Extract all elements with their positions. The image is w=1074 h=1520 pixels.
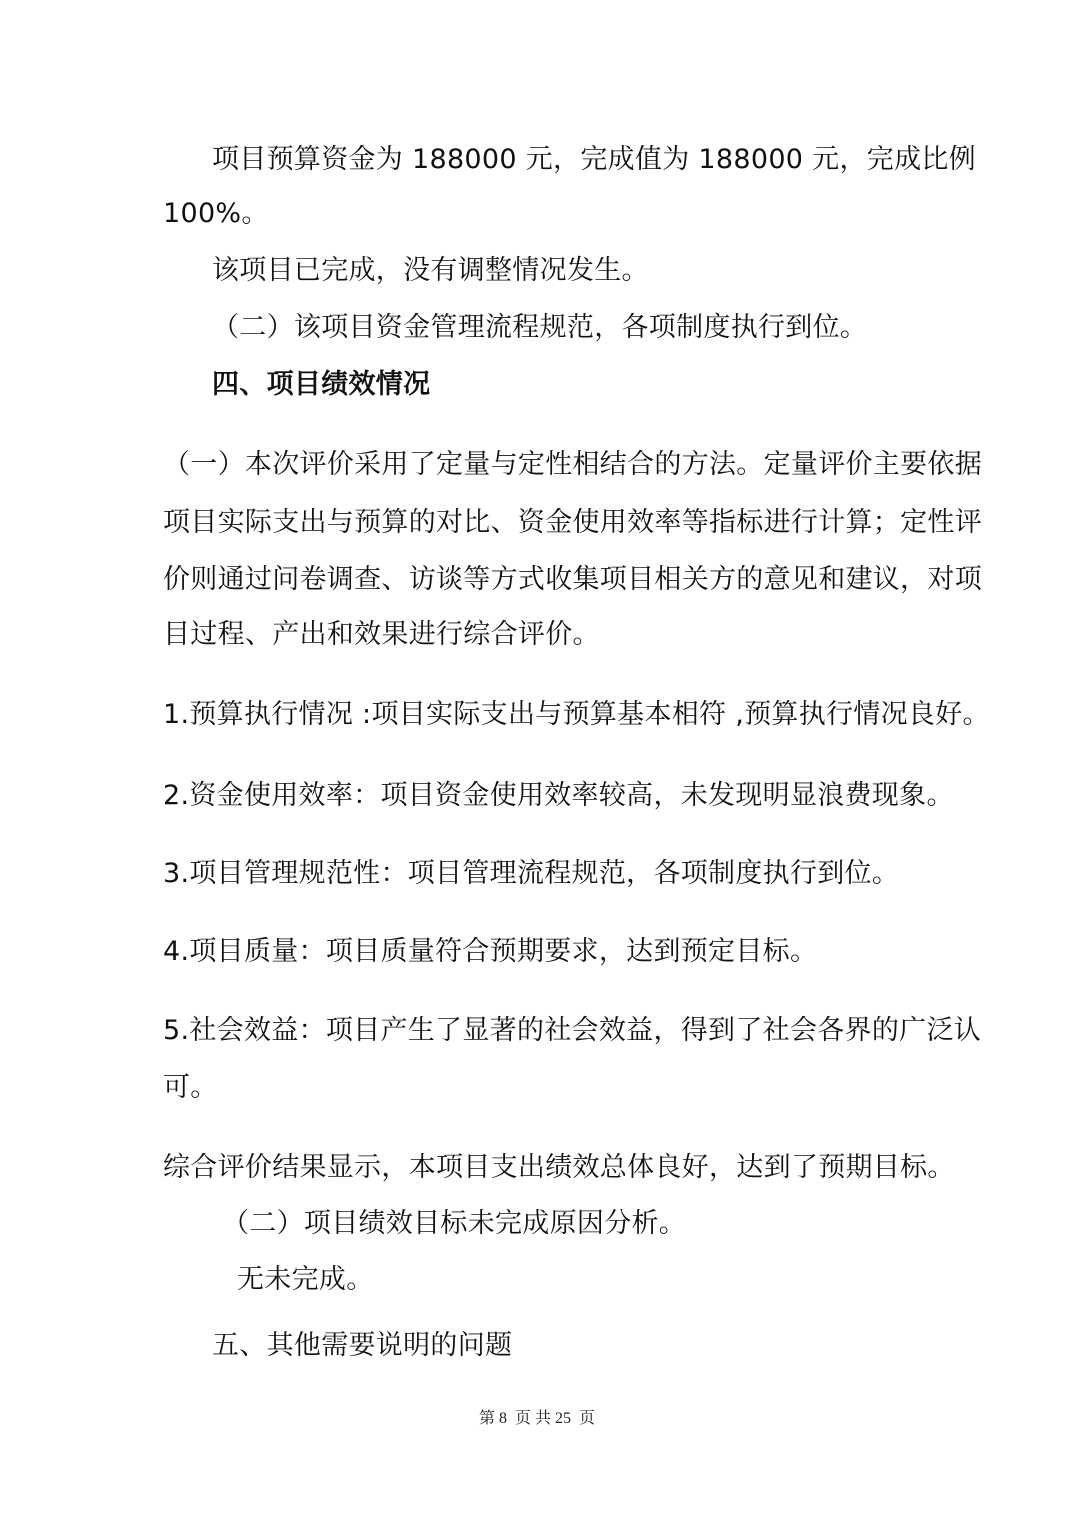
unfinished-answer: 无未完成。	[237, 1264, 374, 1295]
evaluation-method-line-1: （一）本次评价采用了定量与定性相结合的方法。定量评价主要依据	[163, 449, 982, 480]
budget-paragraph-line-1: 项目预算资金为 188000 元，完成值为 188000 元，完成比例	[212, 144, 976, 175]
section-heading-other-issues: 五、其他需要说明的问题	[212, 1330, 513, 1361]
section-heading-performance: 四、项目绩效情况	[212, 369, 431, 400]
page-number-footer: 第 8 页 共 25 页	[478, 1410, 595, 1427]
list-item-project-quality: 4.项目质量：项目质量符合预期要求，达到预定目标。	[163, 936, 818, 967]
evaluation-method-line-2: 项目实际支出与预算的对比、资金使用效率等指标进行计算；定性评	[163, 507, 982, 538]
list-item-social-benefit-line-1: 5.社会效益：项目产生了显著的社会效益，得到了社会各界的广泛认	[163, 1015, 982, 1046]
completion-statement: 该项目已完成，没有调整情况发生。	[212, 255, 649, 286]
list-item-budget-execution: 1.预算执行情况 :项目实际支出与预算基本相符 ,预算执行情况良好。	[163, 699, 990, 730]
budget-paragraph-line-2: 100%。	[163, 198, 269, 229]
evaluation-method-line-3: 价则通过问卷调查、访谈等方式收集项目相关方的意见和建议，对项	[163, 564, 982, 595]
list-item-management-standard: 3.项目管理规范性：项目管理流程规范，各项制度执行到位。	[163, 858, 900, 889]
fund-management-statement: （二）该项目资金管理流程规范，各项制度执行到位。	[212, 312, 868, 343]
list-item-social-benefit-line-2: 可。	[163, 1072, 218, 1103]
evaluation-method-line-4: 目过程、产出和效果进行综合评价。	[163, 619, 600, 650]
overall-conclusion: 综合评价结果显示，本项目支出绩效总体良好，达到了预期目标。	[163, 1152, 955, 1183]
list-item-fund-efficiency: 2.资金使用效率：项目资金使用效率较高，未发现明显浪费现象。	[163, 780, 954, 811]
subsection-unfinished-analysis: （二）项目绩效目标未完成原因分析。	[222, 1208, 687, 1239]
